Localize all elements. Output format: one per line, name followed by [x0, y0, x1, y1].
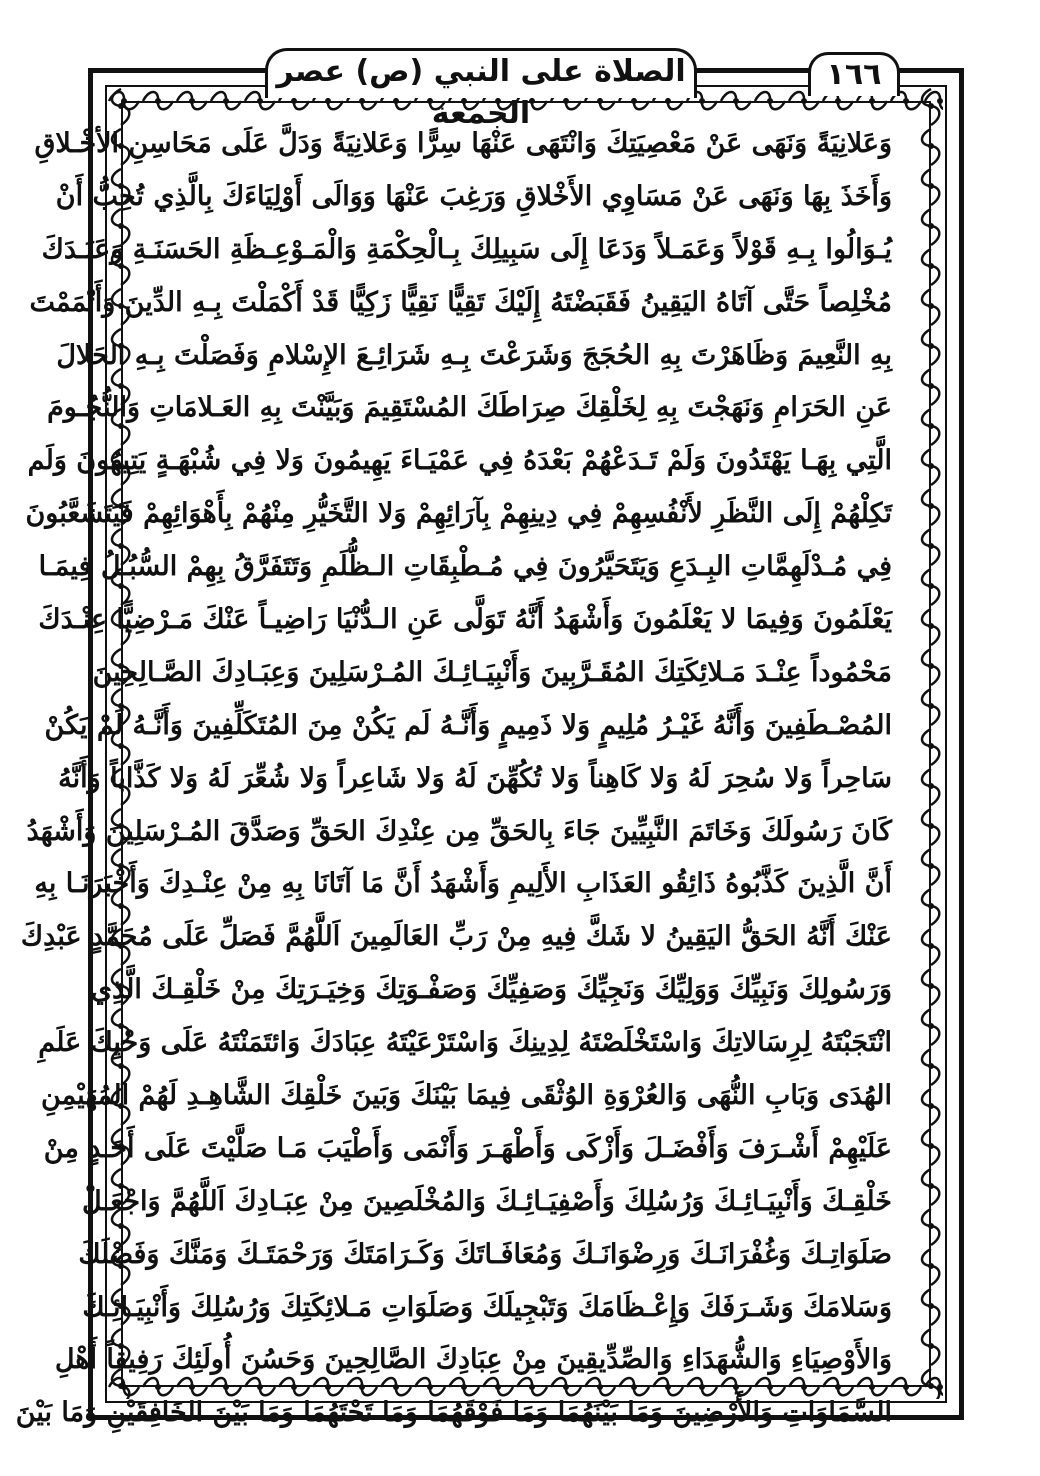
text-line: تَكِلْهُمْ إِلَى النَّظَرِ لأَنْفُسِهِمْ فِي دِينِهِمْ بِآرَائِهِمْ وَلا التَّخَيُّرِ مِنْهُمْ بِأَهْوَائِهِمْ فَيَتَشَعَّبُونَ — [25, 498, 892, 530]
text-line: الهُدَى وَبَابِ النُّهَى وَالعُرْوَةِ الوُثْقَى فِيمَا بَيْنَكَ وَبَينَ خَلْقِكَ الشَّاهِـدِ لَهُمْ المُهَيْمِنِ — [41, 1080, 892, 1112]
text-line: السَّمَاوَاتِ وَالأَرْضِينَ وَمَا بَيْنَهُمَا وَمَا فَوْقَهُمَا وَمَا تَحْتَهُمَا وَمَا بَيْنَ الخَافِقَيْنِ وَمَا بَيْنَ — [15, 1397, 892, 1429]
header-title-box — [265, 48, 697, 131]
text-line: المُصْـطَفِينَ وَأَنَّهُ غَيْـرُ مُلِيمٍ وَلا ذَمِيمٍ وَأَنَّـهُ لَم يَكُنْ مِنَ المُتَكَلِّفِينَ وَأَنَّـهُ لَمْ يَكُنْ — [44, 709, 892, 741]
page-title: الصلاة على النبي (ص) عصر الجمعة — [276, 54, 686, 131]
text-line: كَانَ رَسُولَكَ وَخَاتَمَ النَّبِيِّينَ جَاءَ بِالحَقِّ مِن عِنْدِكَ الحَقِّ وَصَدَّقَ المُـرْسَلِينَ وَأَشْهَدُ — [26, 815, 892, 847]
text-line: سَاحِراً وَلا سُحِرَ لَهُ وَلا كَاهِناً وَلا تُكُهِّنَ لَهُ وَلا شَاعِراً وَلا شُعِّرَ لَهُ وَلا كَذَّاباً وَأَنَّهُ — [58, 762, 892, 794]
text-line: أَنَّ الَّذِينَ كَذَّبُوهُ ذَائِقُو العَذَابِ الأَلِيمِ وَأَشْهَدُ أَنَّ مَا آتَانَا بِهِ مِنْ عِنْـدِكَ وَأَخْبَرَنَـا بِهِ — [34, 868, 892, 900]
text-line: عَنِ الحَرَامِ وَنَهَجْتَ بِهِ لِخَلْقِكَ صِرَاطَكَ المُسْتَقِيمَ وَبَيَّنْتَ بِهِ العَـلامَاتِ وَالنُّجُـومَ — [47, 392, 892, 424]
page-number: ١٦٦ — [826, 57, 882, 92]
text-line: وَعَلانِيَةً وَنَهَى عَنْ مَعْصِيَتِكَ وَانْتَهَى عَنْهَا سِرًّا وَعَلانِيَةً وَدَلَّ عَلَى مَحَاسِنِ الأخْـلاقِ — [34, 128, 892, 159]
text-line: صَلَوَاتِـكَ وَغُفْرَانَـكَ وَرِضْوَانَـكَ وَمُعَافَـاتَكَ وَكَـرَامَتَكَ وَرَحْمَتَـكَ وَمَنَّكَ وَفَضْلَكَ — [78, 1238, 892, 1270]
text-line: يَعْلَمُونَ وَفِيمَا لا يَعْلَمُونَ وَأَشْهَدُ أَنَّهُ تَوَلَّى عَنِ الـدُّنْيَا رَاضِيـاً عَنْكَ مَـرْضِيًّا عِنْـدَكَ — [38, 604, 892, 636]
text-line: عَلَيْهِمْ أَشْـرَفَ وَأَفْضَـلَ وَأَزْكَى وَأَطْهَـرَ وَأَنْمَى وَأَطْيَبَ مَـا صَلَّيْتَ عَلَى أَحَـدٍ مِنْ — [43, 1132, 892, 1164]
text-line: مُخْلِصاً حَتَّى آتَاهُ اليَقِينُ فَقَبَضْتَهُ إِلَيْكَ تَقِيًّا نَقِيًّا زَكِيًّا قَدْ أَكْمَلْتَ بِـهِ الدِّينَ وَأَتْمَمْتَ — [29, 286, 892, 318]
text-line: بِهِ النَّعِيمَ وَظَاهَرْتَ بِهِ الحُجَجَ وَشَرَعْتَ بِـهِ شَرَائِـعَ الإِسْلامِ وَفَصَلْتَ بِـهِ الحَلالَ — [56, 339, 892, 371]
text-line: عَنْكَ أَنَّهُ الحَقُّ اليَقِينُ لا شَكَّ فِيهِ مِنْ رَبِّ العَالَمِينَ اَللَّهُمَّ فَصَلِّ عَلَى مُحَمَّدٍ عَبْدِكَ — [20, 921, 892, 953]
text-line: وَسَلامَكَ وَشَـرَفَكَ وَإِعْـظَامَكَ وَتَبْجِيلَكَ وَصَلَوَاتِ مَـلائِكَتِكَ وَرُسُلِكَ وَأَنْبِيَـائِـكَ — [82, 1291, 892, 1323]
text-line: خَلْقِـكَ وَأَنْبِيَـائِـكَ وَرُسُلِكَ وَأَصْفِيَـائِـكَ وَالمُخْلَصِينَ مِنْ عِبَـادِكَ اَللَّهُمَّ وَاجْعَـلْ — [81, 1185, 892, 1217]
text-line: وَالأَوْصِيَاءِ وَالشُّهَدَاءِ وَالصِّدِّيقِينَ مِنْ عِبَادِكَ الصَّالِحِينَ وَحَسُنَ أُولَئِكَ رَفِيقاً أَهْلِ — [54, 1344, 892, 1376]
page-number-box — [808, 52, 900, 96]
text-line: مَحْمُوداً عِنْـدَ مَـلائِكَتِكَ المُقَـرَّبِينَ وَأَنْبِيَـائِـكَ المُـرْسَلِينَ وَعِبَـادِكَ الصَّـالِحِينَ — [92, 656, 892, 688]
prayer-text — [15, 118, 892, 1440]
text-line: يُـوَالُوا بِـهِ قَوْلاً وَعَمَـلاً وَدَعَا إِلَى سَبِيلِكَ بِـالْحِكْمَةِ وَالْمَـوْعِـظَةِ الحَسَنَـةِ وَعَبَـدَكَ — [41, 233, 892, 265]
text-line: الَّتِي بِهَـا يَهْتَدُونَ وَلَمْ تَـدَعْهُمْ بَعْدَهُ فِي عَمْيَـاءَ يَهِيمُونَ وَلا فِي شُبْهَـةٍ يَتِيهُونَ وَلَم — [27, 445, 892, 477]
text-line: وَرَسُولِكَ وَنَبِيِّكَ وَوَلِيِّكَ وَنَجِيِّكَ وَصَفِيِّكَ وَصَفْـوَتِكَ وَخِيَـرَتِكَ مِنْ خَلْقِـكَ الَّذِي — [90, 974, 892, 1006]
text-line: فِي مُـدْلَهِمَّاتِ البِـدَعِ وَيَتَحَيَّرُونَ فِي مُـطْبِقَاتِ الـظُّلَمِ وَتَتَفَرَّقُ بِهِمْ السُّبُـلُ فِيمَـا — [38, 551, 892, 583]
text-line: وَأَخَذَ بِهَا وَنَهَى عَنْ مَسَاوِي الأَخْلاقِ وَرَغِبَ عَنْهَا وَوَالَى أَوْلِيَاءَكَ بِالَّذِي تُحِبُّ أَنْ — [55, 180, 892, 212]
text-line: انْتَجَبْتَهُ لِرِسَالاتِكَ وَاسْتَخْلَصْتَهُ لِدِينِكَ وَاسْتَرْعَيْتَهُ عِبَادَكَ وَائتَمَنْتَهُ عَلَى وَحْيِكَ عَلَمِ — [38, 1027, 892, 1059]
